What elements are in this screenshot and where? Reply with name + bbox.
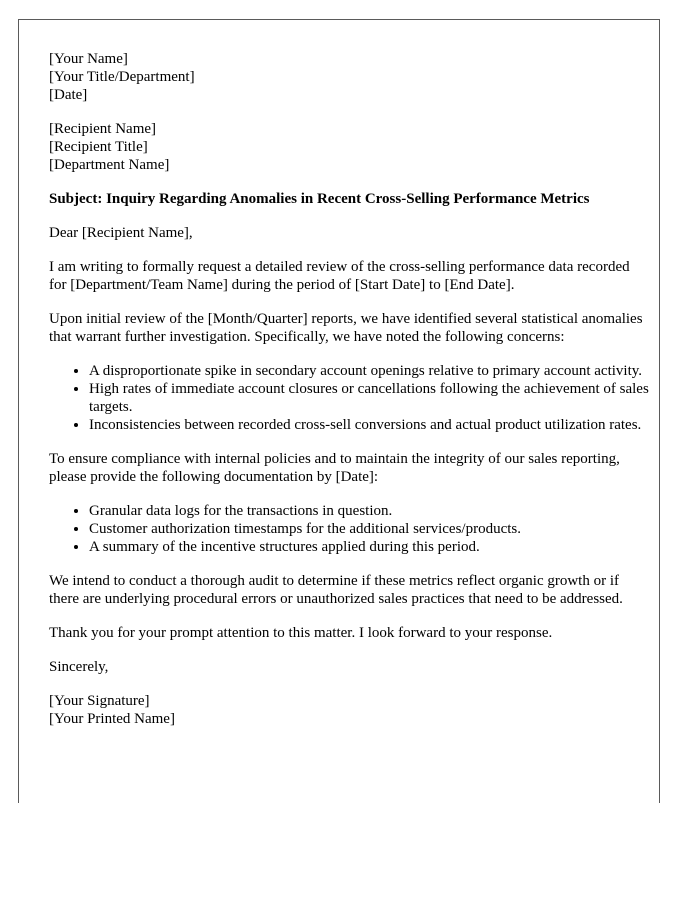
- paragraph-request: I am writing to formally request a detailed review of the cross-selling performance data recorded for [Department/Team Name] during the period of [Start Date] to [End Date].: [49, 259, 630, 293]
- letter-page: [18, 19, 660, 803]
- subject-line: Subject: Inquiry Regarding Anomalies in Recent Cross-Selling Performance Metrics: [49, 191, 590, 207]
- list-item: • High rates of immediate account closures or cancellations following the achievement of sales targets.: [89, 380, 649, 416]
- list-item: • Inconsistencies between recorded cross-sell conversions and actual product utilization rates.: [89, 416, 649, 434]
- sender-name: [Your Name]: [49, 51, 128, 67]
- recipient-title: [Recipient Title]: [49, 139, 148, 155]
- paragraph-compliance: To ensure compliance with internal policies and to maintain the integrity of our sales reporting, please provide the following documentation by [Date]:: [49, 451, 620, 485]
- sender-block: [49, 50, 649, 104]
- salutation: Dear [Recipient Name],: [49, 225, 193, 241]
- recipient-name: [Recipient Name]: [49, 121, 157, 137]
- closing: Sincerely,: [49, 659, 109, 675]
- paragraph-thanks: Thank you for your prompt attention to this matter. I look forward to your response.: [49, 625, 553, 641]
- documents-list: [49, 502, 649, 556]
- paragraph-anomalies: Upon initial review of the [Month/Quarter] reports, we have identified several statistical anomalies that warrant further investigation. Specifically, we have noted the following concerns:: [49, 311, 643, 345]
- printed-name: [Your Printed Name]: [49, 711, 175, 727]
- recipient-block: [49, 120, 649, 174]
- letter-date: [Date]: [49, 87, 88, 103]
- signature-line: [Your Signature]: [49, 693, 150, 709]
- recipient-department: [Department Name]: [49, 157, 170, 173]
- sender-title: [Your Title/Department]: [49, 69, 195, 85]
- list-item: • Customer authorization timestamps for the additional services/products.: [89, 520, 649, 538]
- list-item: • Granular data logs for the transactions in question.: [89, 502, 649, 520]
- list-item: • A summary of the incentive structures applied during this period.: [89, 538, 649, 556]
- list-item: • A disproportionate spike in secondary account openings relative to primary account activity.: [89, 362, 649, 380]
- paragraph-audit: We intend to conduct a thorough audit to determine if these metrics reflect organic growth or if there are underlying procedural errors or unauthorized sales practices that need to be addressed.: [49, 573, 623, 607]
- concerns-list: [49, 362, 649, 434]
- signature-block: [49, 692, 649, 728]
